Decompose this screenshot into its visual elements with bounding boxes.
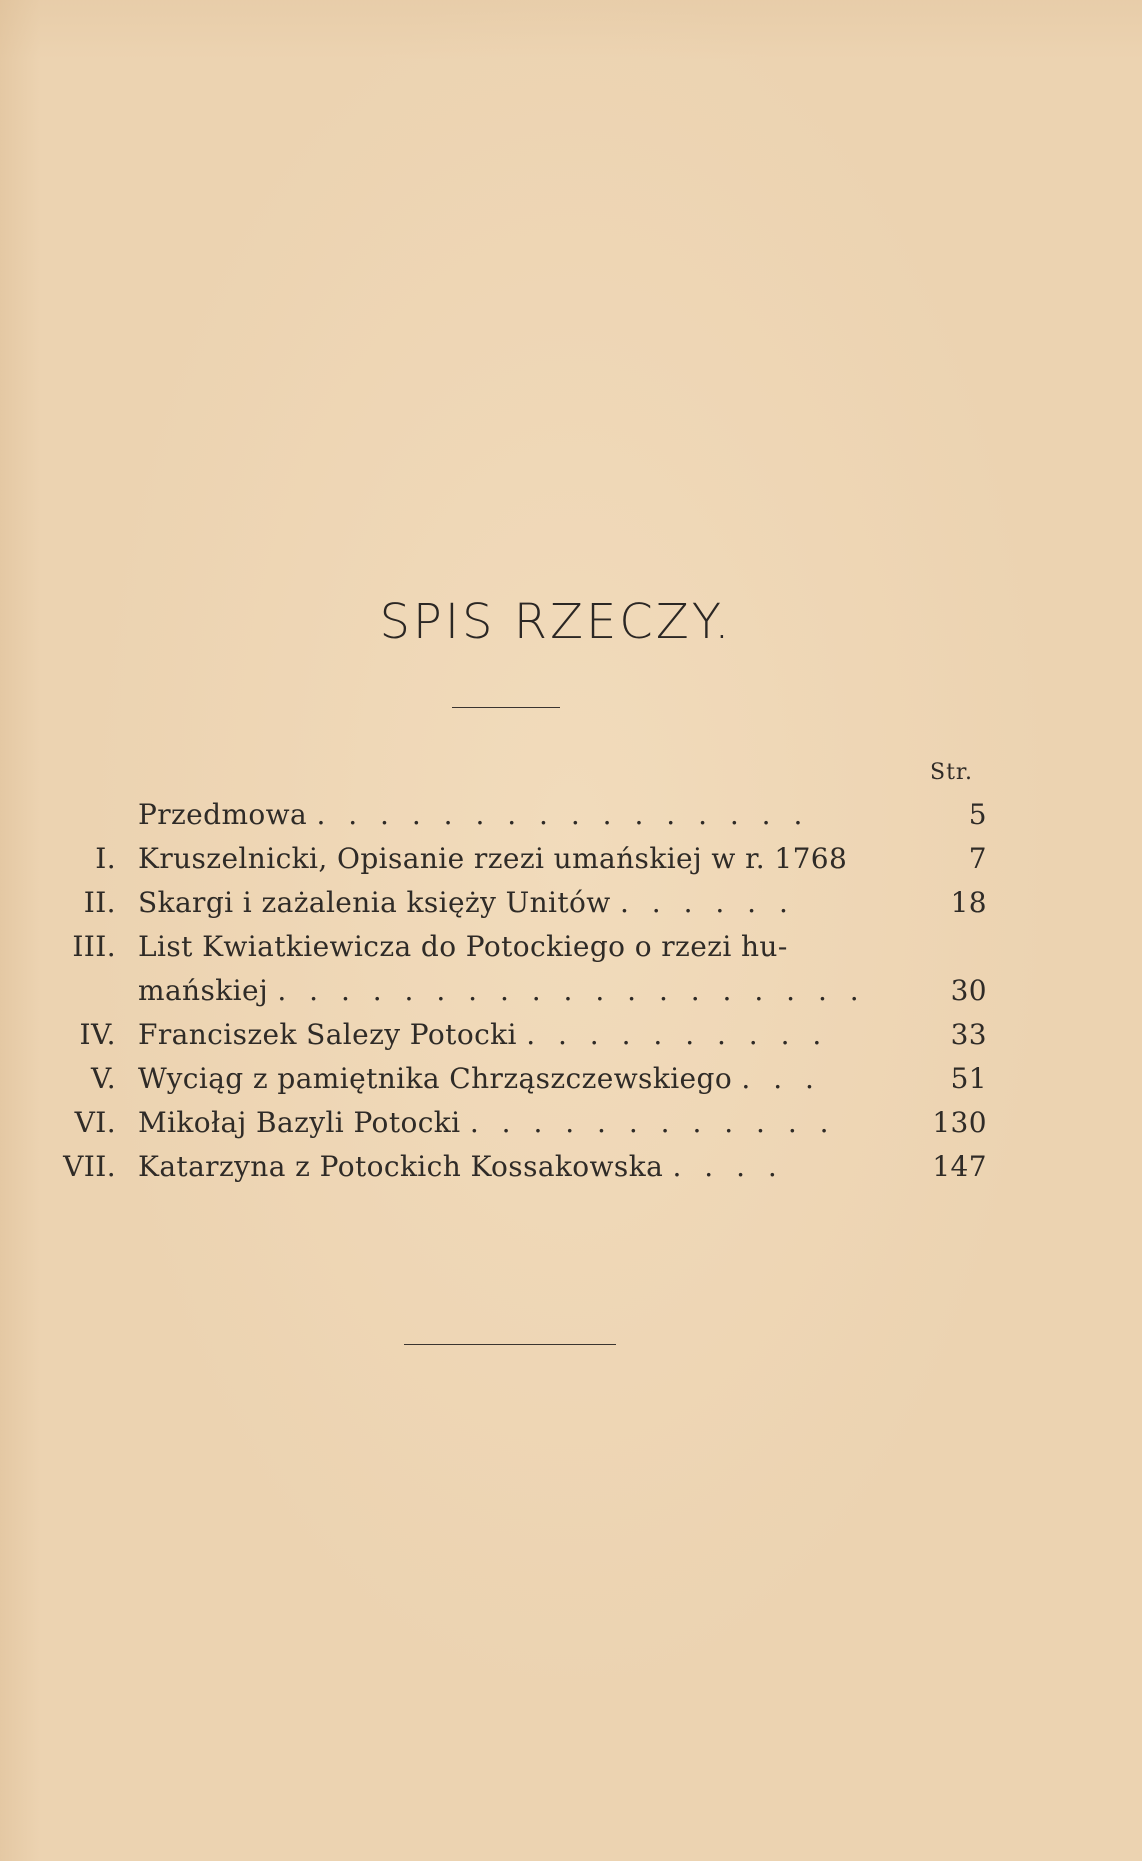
toc-entry-1 [0,837,1142,881]
toc-entry-7 [0,1145,1142,1189]
entry-number: III. [72,930,116,963]
entry-page: 5 [968,798,987,831]
toc-entry-preface [0,793,1142,837]
page-title: SPIS RZECZY. [379,594,733,650]
toc-entry-2 [0,881,1142,925]
entry-page: 33 [950,1018,987,1051]
leader-dots: . . . . . . [619,886,795,919]
entry-number: I. [95,842,116,875]
entry-title: Kruszelnicki, Opisanie rzezi umańskiej w r. 1768 [138,842,848,875]
leader-dots: . . . . . . . . . . [526,1018,829,1051]
entry-number: V. [90,1062,116,1095]
entry-page: 7 [968,842,987,875]
entry-page: 18 [950,886,987,919]
page-column-label: Str. [930,760,974,785]
toc-entry-4 [0,1013,1142,1057]
leader-dots: . . . [741,1062,821,1095]
entry-number: VII. [63,1150,116,1183]
entry-title: Mikołaj Bazyli Potocki . . . . . . . . . . . . [138,1106,836,1139]
entry-page: 130 [932,1106,987,1139]
leader-dots: . . . . . . . . . . . . . . . . [316,798,810,831]
toc-entry-3 [0,925,1142,969]
entry-title: Katarzyna z Potockich Kossakowska . . . . [138,1150,784,1183]
toc-entry-5 [0,1057,1142,1101]
entry-page: 30 [950,974,987,1007]
entry-title: Wyciąg z pamiętnika Chrząszczewskiego . . . [138,1062,821,1095]
entry-number: IV. [79,1018,116,1051]
bottom-divider [404,1344,616,1345]
entry-title: List Kwiatkiewicza do Potockiego o rzezi hu- [138,930,788,963]
entry-page: 51 [950,1062,987,1095]
entry-title: mańskiej . . . . . . . . . . . . . . . . . . . [138,974,866,1007]
leader-dots: . . . . . . . . . . . . [469,1106,836,1139]
toc-entry-6 [0,1101,1142,1145]
top-divider [452,707,560,708]
leader-dots: . . . . [672,1150,784,1183]
toc-entry-3-continued [0,969,1142,1013]
entry-title: Franciszek Salezy Potocki . . . . . . . . . . [138,1018,829,1051]
entry-number: VI. [74,1106,116,1139]
leader-dots: . . . . . . . . . . . . . . . . . . . [277,974,866,1007]
entry-page: 147 [932,1150,987,1183]
entry-title: Skargi i zażalenia księży Unitów . . . . . . [138,886,795,919]
entry-title: Przedmowa . . . . . . . . . . . . . . . . [138,798,810,831]
entry-number: II. [83,886,116,919]
